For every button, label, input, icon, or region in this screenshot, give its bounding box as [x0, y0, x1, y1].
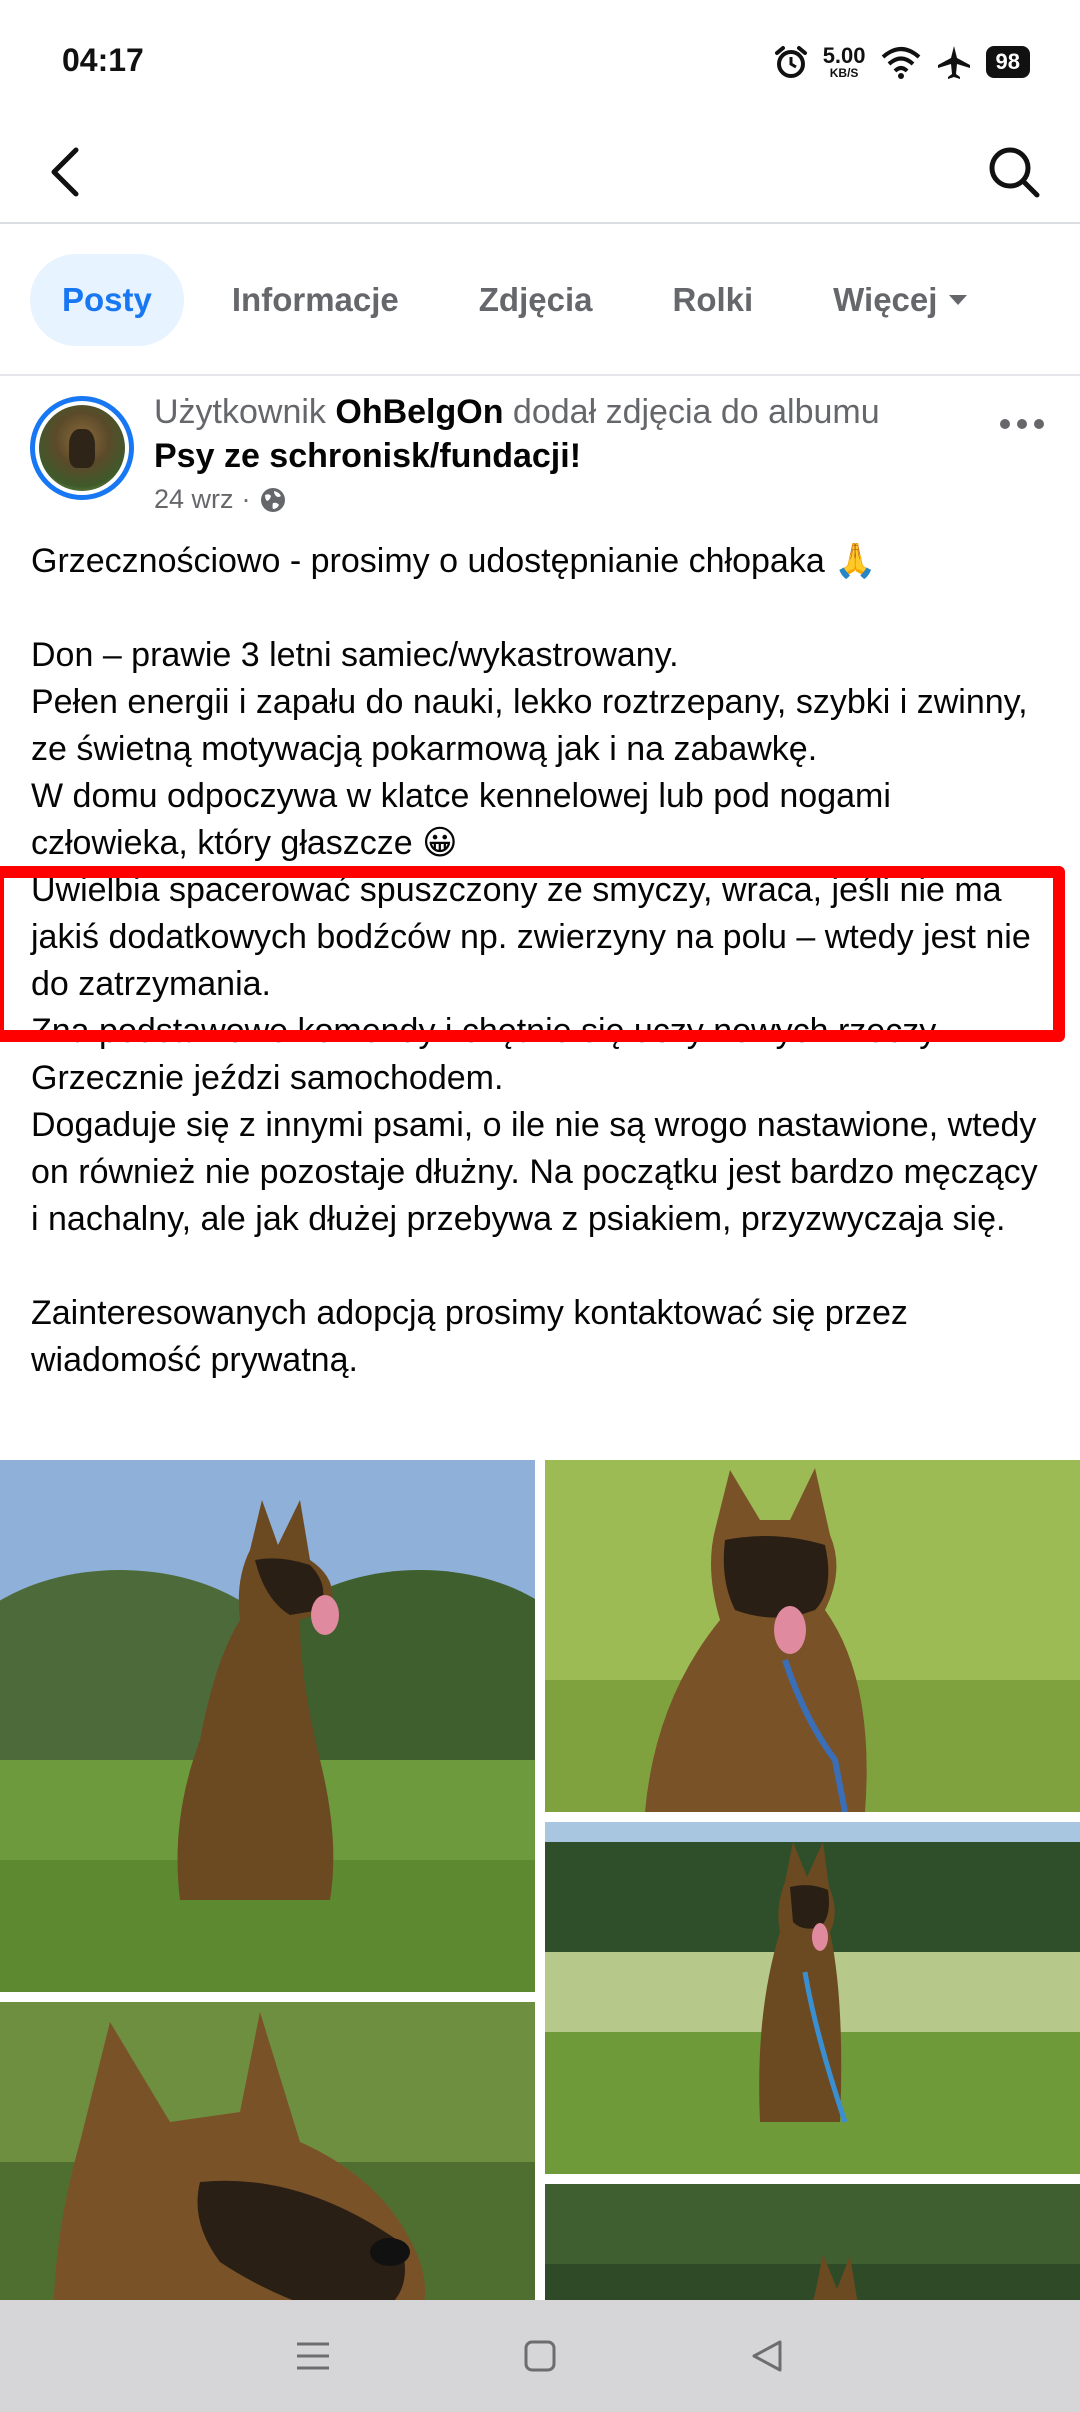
menu-icon: [295, 2341, 331, 2371]
dot: [1017, 419, 1027, 429]
app-bar: [0, 120, 1080, 224]
photo-dog-closeup-leash[interactable]: [545, 1460, 1080, 1812]
search-button[interactable]: [984, 142, 1044, 202]
post-text-line: Don – prawie 3 letni samiec/wykastrowany.: [31, 636, 679, 674]
post-text-line: Uwielbia spacerować spuszczony ze smyczy, wraca, jeśli nie ma jakiś dodatkowych bodźców np. zwierzyny na polu – wtedy jest nie do zatrzymania.: [31, 871, 1031, 1003]
recent-apps-button[interactable]: [273, 2316, 353, 2396]
caret-down-icon: [947, 293, 969, 307]
post-text-line: Grzecznie jeździ samochodem.: [31, 1059, 504, 1097]
album-title[interactable]: Psy ze schronisk/fundacji!: [154, 437, 582, 475]
airplane-icon: [936, 44, 972, 80]
post-meta: [154, 390, 954, 515]
status-icons: [773, 38, 1030, 86]
post-intro: Grzecznościowo - prosimy o udostępnianie chłopaka 🙏: [31, 542, 877, 580]
post-author[interactable]: OhBelgOn: [335, 393, 504, 431]
post-header: [0, 378, 1080, 528]
post-author-line: Użytkownik OhBelgOn dodał zdjęcia do albumu: [154, 393, 880, 431]
home-icon: [523, 2339, 557, 2373]
alarm-icon: [773, 44, 809, 80]
net-speed: 5.00 KB/S: [822, 43, 866, 80]
post-text-line: W domu odpoczywa w klatce kennelowej lub pod nogami człowieka, który głaszcze 😀: [31, 777, 891, 862]
dot: [1034, 419, 1044, 429]
search-icon: [987, 145, 1041, 199]
status-time: 04:17: [62, 42, 144, 78]
back-triangle-icon: [750, 2339, 784, 2373]
tab-wiecej[interactable]: [801, 254, 1001, 346]
battery-icon: 98: [986, 46, 1030, 78]
back-button[interactable]: [36, 142, 96, 202]
post-text-line: Zainteresowanych adopcją prosimy kontaktować się przez wiadomość prywatną.: [31, 1294, 908, 1379]
post-text-line: Zna podstawowe komendy i chętnie się uczy nowych rzeczy.: [31, 1012, 944, 1050]
status-bar: [0, 0, 1080, 120]
photo-dog-sitting-trees[interactable]: [545, 1822, 1080, 2174]
post-body: [31, 538, 1051, 1384]
tab-posty[interactable]: Posty: [30, 254, 184, 346]
wifi-icon: [880, 45, 922, 79]
post-text-line: Pełen energii i zapału do nauki, lekko roztrzepany, szybki i zwinny, ze świetną motywacją pokarmową jak i na zabawkę.: [31, 683, 1028, 768]
globe-icon: [259, 486, 287, 514]
tab-informacje[interactable]: Informacje: [231, 281, 399, 318]
post-date[interactable]: 24 wrz: [154, 484, 234, 514]
home-button[interactable]: [500, 2316, 580, 2396]
tab-zdjecia[interactable]: Zdjęcia: [478, 281, 593, 318]
post-date-line: 24 wrz ·: [154, 484, 954, 515]
tab-rolki[interactable]: Rolki: [672, 281, 754, 318]
back-arrow-icon: [46, 146, 86, 198]
more-options-button[interactable]: [986, 404, 1058, 444]
system-back-button[interactable]: [727, 2316, 807, 2396]
dot: [1000, 419, 1010, 429]
profile-tabs: [0, 226, 1080, 376]
system-nav-bar: [0, 2300, 1080, 2412]
tab-wiecej-label: Więcej: [833, 281, 938, 318]
avatar-image: [39, 405, 125, 491]
post-text-line: Dogaduje się z innymi psami, o ile nie są wrogo nastawione, wtedy on również nie pozostaje dłużny. Na początku jest bardzo męczący i nachalny, ale jak dłużej przebywa z psiakiem, przyzwyczaja się.: [31, 1106, 1038, 1238]
photo-dog-sitting-field[interactable]: [0, 1460, 535, 1992]
avatar[interactable]: [30, 396, 134, 500]
